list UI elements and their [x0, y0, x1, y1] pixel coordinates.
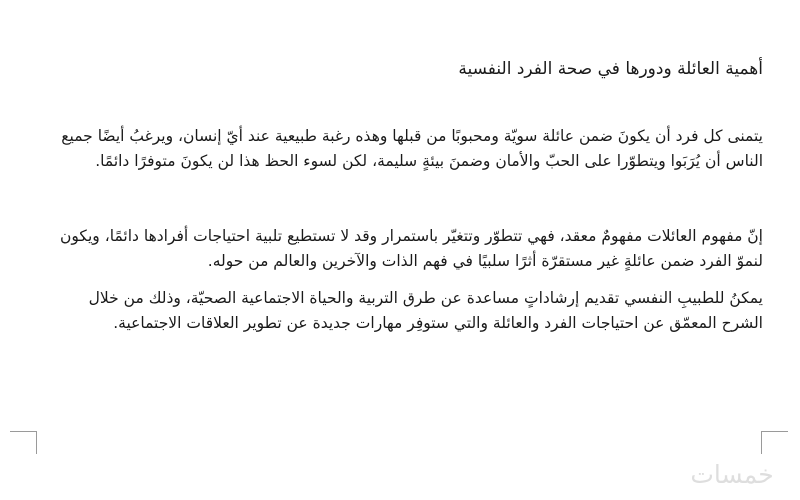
- page-corner-mark-left: [10, 431, 37, 454]
- paragraph-3: يمكنُ للطبيبِ النفسي تقديم إرشاداتٍ مساعدة عن طرق التربية والحياة الاجتماعية الصحيّة، وذلك من خلال الشرح المعمّق عن احتياجات الفرد والعائلة والتي ستوفِر مهارات جديدة عن تطوير العلاقات الاجتماعية.: [88, 289, 763, 332]
- document-title: أهمية العائلة ودورها في صحة الفرد النفسية: [458, 59, 763, 79]
- page-corner-mark-right: [761, 431, 788, 454]
- watermark-logo: خمسات: [690, 460, 774, 489]
- document-body: [60, 54, 763, 336]
- paragraph-2: إنّ مفهوم العائلات مفهومٌ معقد، فهي تتطوّر وتتغيّر باستمرار وقد لا تستطيع تلبية احتياجات أفرادها دائمًا، ويكون لنموّ الفرد ضمن عائلةٍ غير مستقرّة أثرًا سلبيًا في فهم الذات والآخرين والعالم من حوله.: [60, 227, 763, 270]
- paragraph-1: يتمنى كل فرد أن يكونَ ضمن عائلة سويّة ومحبوبًا من قبلها وهذه رغبة طبيعية عند أيّ إنسان، ويرغبُ أيضًا جميع الناس أن يُرَبَوا ويتطوّرا على الحبّ والأمان وضمنَ بيئةٍ سليمة، لكن لسوء الحظ هذا لن يكونَ متوفرًا دائمًا.: [61, 127, 763, 170]
